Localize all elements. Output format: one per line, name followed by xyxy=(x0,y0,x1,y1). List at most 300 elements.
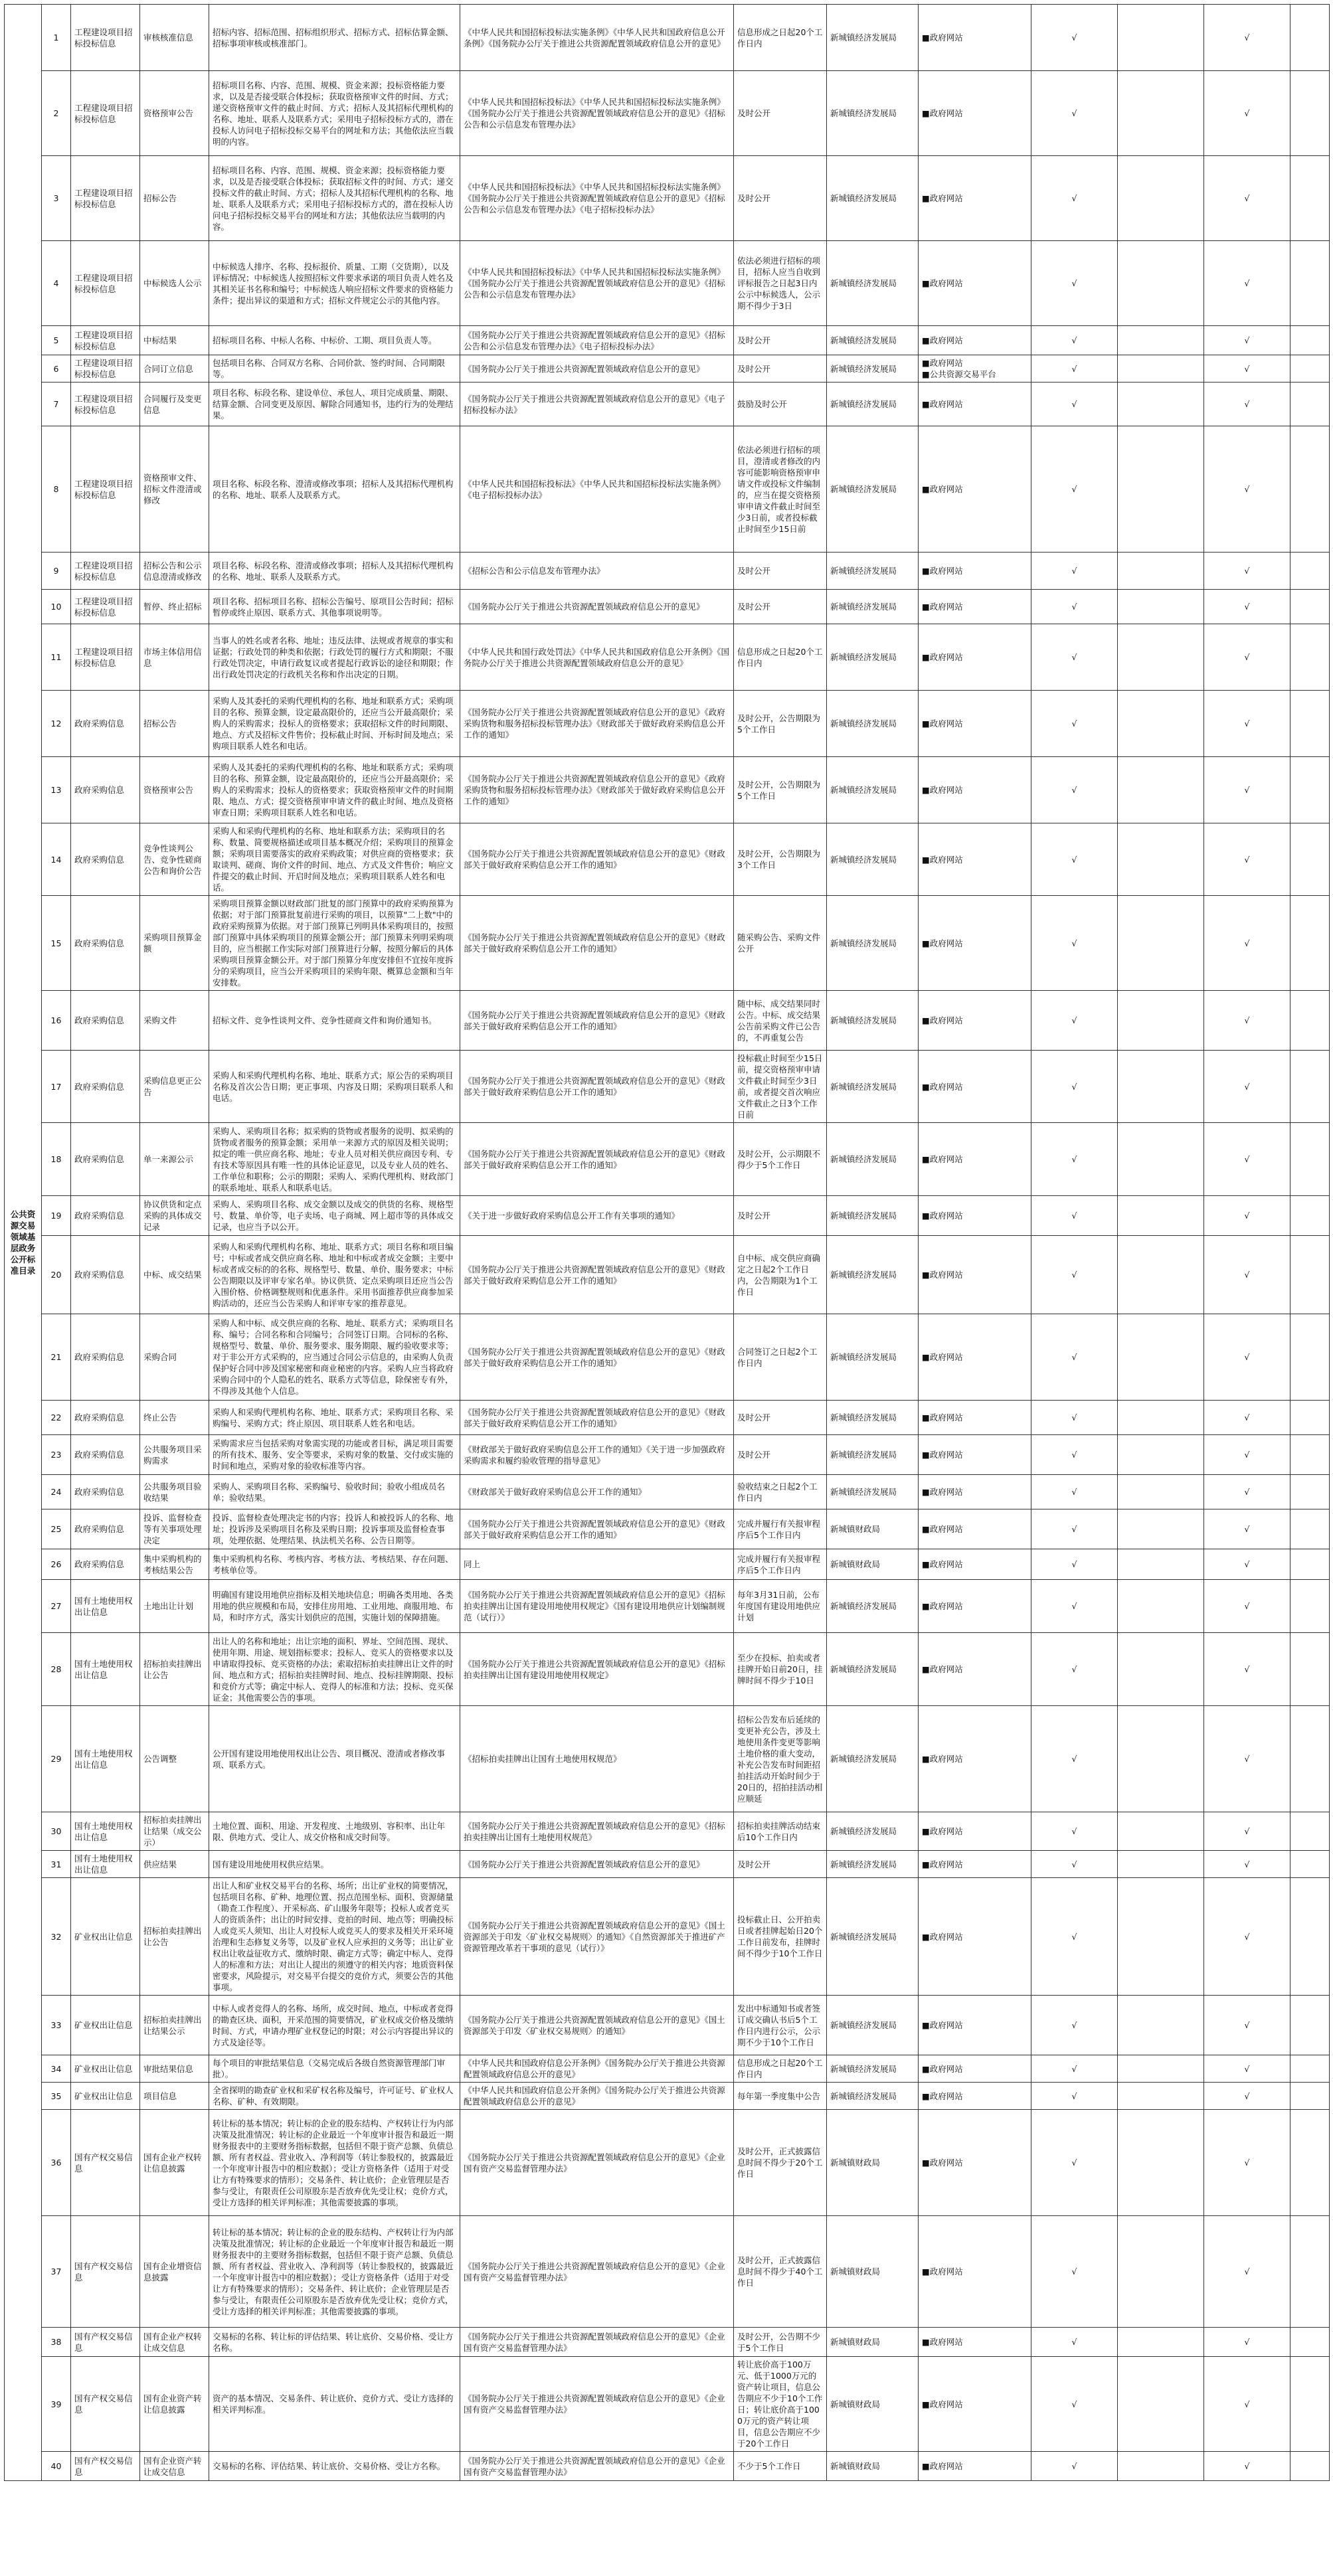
row-number: 24 xyxy=(42,1475,71,1509)
empty-cell xyxy=(1118,71,1204,156)
empty-cell xyxy=(1118,1706,1204,1812)
empty-cell xyxy=(1290,2216,1330,2328)
table-row xyxy=(5,624,1330,691)
check-mark: √ xyxy=(1031,1706,1118,1812)
basis-cell: 《国务院办公厅关于推进公共资源配置领域政府信息公开的意见》《企业国有资产交易监督管理办法》 xyxy=(460,2216,734,2328)
basis-cell: 《国务院办公厅关于推进公共资源配置领域政府信息公开的意见》《财政部关于做好政府采购信息公开工作的通知》 xyxy=(460,1236,734,1314)
item-cell: 资格预审文件、招标文件澄清或修改 xyxy=(140,426,209,553)
subject-cell: 新城镇财政局 xyxy=(827,2328,919,2357)
item-cell: 招标公告 xyxy=(140,691,209,757)
basis-cell: 《国务院办公厅关于推进公共资源配置领域政府信息公开的意见》《企业国有资产交易监督管理办法》 xyxy=(460,2452,734,2481)
subject-cell: 新城镇经济发展局 xyxy=(827,2055,919,2083)
subject-cell: 新城镇财政局 xyxy=(827,1509,919,1549)
empty-cell xyxy=(1290,2055,1330,2083)
channel-item: ■公共资源交易平台 xyxy=(922,369,996,379)
category-cell: 矿业权出让信息 xyxy=(71,2083,140,2110)
content-cell: 交易标的名称、评估结果、转让底价、交易价格、受让方名称。 xyxy=(209,2452,460,2481)
timing-cell: 发出中标通知书或者签订成交确认书后5个工作日内进行公示，公示期不少于10个工作日 xyxy=(734,1996,827,2055)
category-cell: 政府采购信息 xyxy=(71,1509,140,1549)
subject-cell: 新城镇经济发展局 xyxy=(827,553,919,590)
row-number: 16 xyxy=(42,991,71,1051)
item-cell: 中标、成交结果 xyxy=(140,1236,209,1314)
row-number: 13 xyxy=(42,757,71,823)
table-row xyxy=(5,1580,1330,1633)
channel-item: ■政府网站 xyxy=(922,2063,963,2074)
empty-cell xyxy=(1290,1509,1330,1549)
subject-cell: 新城镇财政局 xyxy=(827,2110,919,2216)
empty-cell xyxy=(1118,355,1204,383)
item-cell: 招标拍卖挂牌出让公告 xyxy=(140,1633,209,1706)
basis-cell: 《国务院办公厅关于推进公共资源配置领域政府信息公开的意见》《政府采购货物和服务招标投标管理办法》《财政部关于做好政府采购信息公开工作的通知》 xyxy=(460,757,734,823)
empty-cell xyxy=(1118,241,1204,326)
basis-cell: 《国务院办公厅关于推进公共资源配置领域政府信息公开的意见》《招标拍卖挂牌出让国有建设用地使用权规定》 xyxy=(460,1633,734,1706)
channel-cell xyxy=(919,2357,1031,2452)
item-cell: 投诉、监督检查等有关事项处理决定 xyxy=(140,1509,209,1549)
basis-cell: 《国务院办公厅关于推进公共资源配置领域政府信息公开的意见》《财政部关于做好政府采购信息公开工作的通知》 xyxy=(460,1051,734,1123)
channel-cell xyxy=(919,1549,1031,1580)
subject-cell: 新城镇经济发展局 xyxy=(827,1196,919,1236)
channel-item: ■政府网站 xyxy=(922,2399,963,2409)
empty-cell xyxy=(1290,2452,1330,2481)
channel-item: ■政府网站 xyxy=(922,1754,963,1764)
channel-cell xyxy=(919,326,1031,355)
content-cell: 中标候选人排序、名称、投标报价、质量、工期（交货期），以及评标情况；中标候选人按照招标文件要求承诺的项目负责人姓名及其相关证书名称和编号；中标候选人响应招标文件要求的资格能力条件；提出异议的渠道和方式；招标文件规定公示的其他内容。 xyxy=(209,241,460,326)
check-mark: √ xyxy=(1204,1851,1290,1878)
content-cell: 招标内容、招标范围、招标组织形式、招标方式、招标估算金额、招标事项审核或核准部门。 xyxy=(209,5,460,71)
item-cell: 审批结果信息 xyxy=(140,2055,209,2083)
table-row xyxy=(5,2216,1330,2328)
channel-cell xyxy=(919,553,1031,590)
empty-cell xyxy=(1290,426,1330,553)
check-mark: √ xyxy=(1031,2055,1118,2083)
channel-item: ■政府网站 xyxy=(922,2020,963,2030)
subject-cell: 新城镇财政局 xyxy=(827,1549,919,1580)
basis-cell: 《国务院办公厅关于推进公共资源配置领域政府信息公开的意见》《国土资源部关于印发〈矿业权交易规则〉的通知》《自然资源部关于推进矿产资源管理改革若干事项的意见（试行）》 xyxy=(460,1878,734,1996)
category-cell: 政府采购信息 xyxy=(71,1549,140,1580)
empty-cell xyxy=(1118,2328,1204,2357)
channel-cell xyxy=(919,624,1031,691)
check-mark: √ xyxy=(1031,156,1118,241)
subject-cell: 新城镇经济发展局 xyxy=(827,823,919,896)
basis-cell: 《国务院办公厅关于推进公共资源配置领域政府信息公开的意见》《企业国有资产交易监督管理办法》 xyxy=(460,2328,734,2357)
empty-cell xyxy=(1118,823,1204,896)
channel-item: ■政府网站 xyxy=(922,785,963,795)
subject-cell: 新城镇经济发展局 xyxy=(827,1706,919,1812)
channel-cell xyxy=(919,896,1031,991)
empty-cell xyxy=(1118,426,1204,553)
category-cell: 工程建设项目招标投标信息 xyxy=(71,590,140,624)
empty-cell xyxy=(1290,590,1330,624)
channel-item: ■政府网站 xyxy=(922,1664,963,1674)
empty-cell xyxy=(1290,1996,1330,2055)
channel-cell xyxy=(919,1475,1031,1509)
content-cell: 招标项目名称、内容、范围、规模、资金来源；投标资格能力要求，以及是否接受联合体投标；获取资格预审文件的时间、方式；递交资格预审文件的截止时间、方式；招标人及其招标代理机构的名称、地址、联系人及联系方式；采用电子招标投标方式的，潜在投标人访问电子招标投标交易平台的网址和方法；其他依法应当载明的内容。 xyxy=(209,71,460,156)
category-cell: 矿业权出让信息 xyxy=(71,1996,140,2055)
table-row xyxy=(5,1435,1330,1475)
subject-cell: 新城镇财政局 xyxy=(827,2357,919,2452)
empty-cell xyxy=(1290,1878,1330,1996)
category-cell: 工程建设项目招标投标信息 xyxy=(71,5,140,71)
table-row xyxy=(5,1812,1330,1851)
content-cell: 公开国有建设用地使用权出让公告、项目概况、澄清或者修改事项、联系方式。 xyxy=(209,1706,460,1812)
table-row xyxy=(5,991,1330,1051)
check-mark: √ xyxy=(1204,2328,1290,2357)
content-cell: 中标人或者竞得人的名称、场所，成交时间、地点，中标或者竞得的勘查区块、面积，开采范围的简要情况，矿业权成交价格及缴纳时间、方式，申请办理矿业权登记的时限；对公示内容提出异议的方式及途径等。 xyxy=(209,1996,460,2055)
check-mark: √ xyxy=(1031,624,1118,691)
empty-cell xyxy=(1118,1314,1204,1401)
empty-cell xyxy=(1118,2110,1204,2216)
timing-cell: 不少于5个工作日 xyxy=(734,2452,827,2481)
item-cell: 公共服务项目验收结果 xyxy=(140,1475,209,1509)
basis-cell: 《国务院办公厅关于推进公共资源配置领域政府信息公开的意见》《财政部关于做好政府采购信息公开工作的通知》 xyxy=(460,1314,734,1401)
empty-cell xyxy=(1118,1236,1204,1314)
basis-cell: 《中华人民共和国招标投标法》《中华人民共和国招标投标法实施条例》《国务院办公厅关于推进公共资源配置领域政府信息公开的意见》《招标公告和公示信息发布管理办法》 xyxy=(460,241,734,326)
basis-cell: 《国务院办公厅关于推进公共资源配置领域政府信息公开的意见》 xyxy=(460,1851,734,1878)
timing-cell: 投标截止日、公开拍卖日或者挂牌起始日20个工作日前发布，挂牌时间不得少于10个工作日 xyxy=(734,1878,827,1996)
channel-item: ■政府网站 xyxy=(922,399,963,409)
subject-cell: 新城镇经济发展局 xyxy=(827,2083,919,2110)
subject-cell: 新城镇经济发展局 xyxy=(827,1851,919,1878)
row-number: 25 xyxy=(42,1509,71,1549)
empty-cell xyxy=(1290,624,1330,691)
item-cell: 招标公告 xyxy=(140,156,209,241)
channel-cell xyxy=(919,1051,1031,1123)
item-cell: 招标公告和公示信息澄清或修改 xyxy=(140,553,209,590)
check-mark: √ xyxy=(1204,1435,1290,1475)
channel-cell xyxy=(919,2083,1031,2110)
row-number: 29 xyxy=(42,1706,71,1812)
table-row xyxy=(5,590,1330,624)
content-cell: 采购人及其委托的采购代理机构的名称、地址和联系方式；采购项目的名称、预算金额，设定最高限价的，还应当公开最高限价；采购人的采购需求；投标人的资格要求；获取招标文件的时间期限、地点、方式及招标文件售价；投标截止时间、开标时间及地点；采购项目联系人姓名和电话。 xyxy=(209,691,460,757)
row-number: 8 xyxy=(42,426,71,553)
timing-cell: 及时公开，公告期限为5个工作日 xyxy=(734,757,827,823)
empty-cell xyxy=(1118,2216,1204,2328)
item-cell: 暂停、终止招标 xyxy=(140,590,209,624)
row-number: 34 xyxy=(42,2055,71,2083)
row-number: 11 xyxy=(42,624,71,691)
check-mark: √ xyxy=(1031,383,1118,426)
channel-item: ■政府网站 xyxy=(922,1352,963,1362)
content-cell: 招标项目名称、中标人名称、中标价、工期、项目负责人等。 xyxy=(209,326,460,355)
content-cell: 出让人的名称和地址；出让宗地的面积、界址、空间范围、现状、使用年期、用途、规划指标要求；投标人、竞买人的资格要求以及申请取得投标、竞买资格的办法；索取招标拍卖挂牌出让文件的时间、地点和方式；招标拍卖挂牌时间、地点、投标挂牌期限、投标和竞价方式等；确定中标人、竞得人的标准和方法；投标、竞买保证金；其他需要公告的事项。 xyxy=(209,1633,460,1706)
basis-cell: 《财政部关于做好政府采购信息公开工作的通知》《关于进一步加强政府采购需求和履约验收管理的指导意见》 xyxy=(460,1435,734,1475)
check-mark: √ xyxy=(1204,426,1290,553)
check-mark: √ xyxy=(1031,691,1118,757)
subject-cell: 新城镇经济发展局 xyxy=(827,1878,919,1996)
category-cell: 政府采购信息 xyxy=(71,1475,140,1509)
category-cell: 政府采购信息 xyxy=(71,691,140,757)
check-mark: √ xyxy=(1031,1878,1118,1996)
content-cell: 采购项目预算金额以财政部门批复的部门预算中的政府采购预算为依据；对于部门预算批复前进行采购的项目，以预算"二上数"中的政府采购预算为依据。对于部门预算已列明具体采购项目的，按照部门预算中具体采购项目的预算金额公开；部门预算未列明采购项目的，应当根据工作实际对部门预算进行分解，按照分解后的具体采购项目预算金额公开。对于部门预算分年度安排但不宜按年度拆分的采购项目，应当公开采购项目的采购年限、概算总金额和当年安排数。 xyxy=(209,896,460,991)
subject-cell: 新城镇经济发展局 xyxy=(827,1580,919,1633)
channel-cell xyxy=(919,991,1031,1051)
channel-item: ■政府网站 xyxy=(922,33,963,43)
row-number: 26 xyxy=(42,1549,71,1580)
empty-cell xyxy=(1290,691,1330,757)
timing-cell: 随中标、成交结果同时公告。中标、成交结果公告前采购文件已公告的，不再重复公告 xyxy=(734,991,827,1051)
basis-cell: 《国务院办公厅关于推进公共资源配置领域政府信息公开的意见》《财政部关于做好政府采购信息公开工作的通知》 xyxy=(460,896,734,991)
check-mark: √ xyxy=(1204,1580,1290,1633)
category-cell: 政府采购信息 xyxy=(71,1435,140,1475)
row-number: 19 xyxy=(42,1196,71,1236)
content-cell: 采购人和中标、成交供应商的名称、地址、联系方式；采购项目名称、编号；合同名称和合同编号；合同签订日期。合同标的名称、规格型号、数量、单价、服务要求、服务期限、履约验收要求等；对于非公开方式采购的，应当通过合同公示信息的，由采购人负责保护好合同中涉及国家秘密和商业秘密的内容。采购人应当将政府采购合同中的个人隐私的姓名、联系方式等信息，除保密专有外，不得涉及其他个人信息。 xyxy=(209,1314,460,1401)
item-cell: 单一来源公示 xyxy=(140,1123,209,1196)
check-mark: √ xyxy=(1204,1401,1290,1435)
table-row xyxy=(5,156,1330,241)
basis-cell: 《国务院办公厅关于推进公共资源配置领域政府信息公开的意见》《财政部关于做好政府采购信息公开工作的通知》 xyxy=(460,1509,734,1549)
empty-cell xyxy=(1118,1851,1204,1878)
check-mark: √ xyxy=(1204,1878,1290,1996)
item-cell: 公告调整 xyxy=(140,1706,209,1812)
timing-cell: 鼓励及时公开 xyxy=(734,383,827,426)
check-mark: √ xyxy=(1204,590,1290,624)
timing-cell: 及时公开 xyxy=(734,590,827,624)
channel-cell xyxy=(919,1878,1031,1996)
check-mark: √ xyxy=(1031,5,1118,71)
item-cell: 审核核准信息 xyxy=(140,5,209,71)
check-mark: √ xyxy=(1204,2452,1290,2481)
basis-cell: 《国务院办公厅关于推进公共资源配置领域政府信息公开的意见》《企业国有资产交易监督管理办法》 xyxy=(460,2357,734,2452)
subject-cell: 新城镇经济发展局 xyxy=(827,1236,919,1314)
item-cell: 采购信息更正公告 xyxy=(140,1051,209,1123)
row-number: 6 xyxy=(42,355,71,383)
content-cell: 采购需求应当包括采购对象需实现的功能或者目标，满足项目需要的所有技术、服务、安全等要求，采购对象的数量、交付或实施的时间和地点，采购对象的验收标准等内容。 xyxy=(209,1435,460,1475)
empty-cell xyxy=(1118,1051,1204,1123)
table-row xyxy=(5,553,1330,590)
subject-cell: 新城镇经济发展局 xyxy=(827,1633,919,1706)
empty-cell xyxy=(1118,1549,1204,1580)
empty-cell xyxy=(1118,1123,1204,1196)
empty-cell xyxy=(1118,2357,1204,2452)
empty-cell xyxy=(1118,1633,1204,1706)
empty-cell xyxy=(1290,1236,1330,1314)
content-cell: 土地位置、面积、用途、开发程度、土地级别、容积率、出让年限、供地方式、受让人、成交价格和成交时间等。 xyxy=(209,1812,460,1851)
check-mark: √ xyxy=(1204,1812,1290,1851)
check-mark: √ xyxy=(1031,896,1118,991)
check-mark: √ xyxy=(1031,553,1118,590)
item-cell: 合同履行及变更信息 xyxy=(140,383,209,426)
content-cell: 项目名称、招标项目名称、招标公告编号、原项目公告时间；招标暂停或终止原因、联系方式、其他事项说明等。 xyxy=(209,590,460,624)
table-row xyxy=(5,2452,1330,2481)
category-cell: 工程建设项目招标投标信息 xyxy=(71,553,140,590)
basis-cell: 《国务院办公厅关于推进公共资源配置领域政府信息公开的意见》《国土资源部关于印发〈矿业权交易规则〉的通知》 xyxy=(460,1996,734,2055)
check-mark: √ xyxy=(1204,896,1290,991)
empty-cell xyxy=(1290,1851,1330,1878)
check-mark: √ xyxy=(1204,1509,1290,1549)
category-cell: 工程建设项目招标投标信息 xyxy=(71,326,140,355)
basis-cell: 《中华人民共和国招标投标法实施条例》《中华人民共和国政府信息公开条例》《国务院办公厅关于推进公共资源配置领域政府信息公开的意见》 xyxy=(460,5,734,71)
subject-cell: 新城镇经济发展局 xyxy=(827,1401,919,1435)
category-cell: 国有土地使用权出让信息 xyxy=(71,1633,140,1706)
subject-cell: 新城镇经济发展局 xyxy=(827,757,919,823)
item-cell: 中标结果 xyxy=(140,326,209,355)
timing-cell: 招标拍卖挂牌活动结束后10个工作日内 xyxy=(734,1812,827,1851)
channel-cell xyxy=(919,383,1031,426)
empty-cell xyxy=(1118,896,1204,991)
check-mark: √ xyxy=(1031,355,1118,383)
timing-cell: 及时公开，正式披露信息时间不得少于20个工作日 xyxy=(734,2110,827,2216)
row-number: 20 xyxy=(42,1236,71,1314)
empty-cell xyxy=(1290,757,1330,823)
table-row xyxy=(5,2055,1330,2083)
content-cell: 转让标的基本情况；转让标的企业的股东结构、产权转让行为内部决策及批准情况；转让标的企业最近一个年度审计报告和最近一期财务报表中的主要财务指标数据，包括但不限于资产总额、负债总额、所有者权益、营业收入、净利润等（转让参股权的，披露最近一个年度审计报告中的相应数据）；受让方资格条件（适用于对受让方有特殊要求的情形）；交易条件、转让底价；企业管理层是否参与受让，有限责任公司原股东是否放弃优先受让权；竞价方式，受让方选择的相关评判标准；其他需要披露的事项。 xyxy=(209,2216,460,2328)
check-mark: √ xyxy=(1204,991,1290,1051)
timing-cell: 及时公开 xyxy=(734,1196,827,1236)
category-cell: 国有土地使用权出让信息 xyxy=(71,1706,140,1812)
content-cell: 招标文件、竞争性谈判文件、竞争性磋商文件和询价通知书。 xyxy=(209,991,460,1051)
timing-cell: 及时公开 xyxy=(734,1851,827,1878)
check-mark: √ xyxy=(1204,553,1290,590)
channel-item: ■政府网站 xyxy=(922,1559,963,1569)
channel-cell xyxy=(919,71,1031,156)
table-row xyxy=(5,1123,1330,1196)
empty-cell xyxy=(1118,757,1204,823)
timing-cell: 转让底价高于100万元、低于1000万元的资产转让项目，信息公告期应不少于10个工作日；转让底价高于1000万元的资产转让项目，信息公告期应不少于20个工作日 xyxy=(734,2357,827,2452)
content-cell: 项目名称、标段名称、建设单位、承包人、项目完成质量、期限、结算金额、合同变更及原因、解除合同通知书，违约行为的处理结果。 xyxy=(209,383,460,426)
row-number: 40 xyxy=(42,2452,71,2481)
channel-item: ■政府网站 xyxy=(922,1859,963,1869)
check-mark: √ xyxy=(1031,1401,1118,1435)
channel-item: ■政府网站 xyxy=(922,335,963,345)
timing-cell: 及时公开 xyxy=(734,1401,827,1435)
category-cell: 国有土地使用权出让信息 xyxy=(71,1580,140,1633)
timing-cell: 信息形成之日起20个工作日内 xyxy=(734,2055,827,2083)
check-mark: √ xyxy=(1031,1475,1118,1509)
timing-cell: 完成并履行有关报审程序后5个工作日内 xyxy=(734,1549,827,1580)
channel-item: ■政府网站 xyxy=(922,1413,963,1422)
empty-cell xyxy=(1118,1878,1204,1996)
table-row xyxy=(5,1196,1330,1236)
channel-cell xyxy=(919,823,1031,896)
row-number: 35 xyxy=(42,2083,71,2110)
timing-cell: 及时公开，公告期不少于5个工作日 xyxy=(734,2328,827,2357)
basis-cell: 《国务院办公厅关于推进公共资源配置领域政府信息公开的意见》《政府采购货物和服务招标投标管理办法》《财政部关于做好政府采购信息公开工作的通知》 xyxy=(460,691,734,757)
item-cell: 国有企业产权转让信息披露 xyxy=(140,2110,209,2216)
basis-cell: 《中华人民共和国政府信息公开条例》《国务院办公厅关于推进公共资源配置领域政府信息公开的意见》 xyxy=(460,2055,734,2083)
basis-cell: 《国务院办公厅关于推进公共资源配置领域政府信息公开的意见》《财政部关于做好政府采购信息公开工作的通知》 xyxy=(460,823,734,896)
subject-cell: 新城镇财政局 xyxy=(827,2216,919,2328)
row-number: 17 xyxy=(42,1051,71,1123)
content-cell: 资产的基本情况、交易条件、转让底价、竞价方式、受让方选择的相关评判标准。 xyxy=(209,2357,460,2452)
channel-cell xyxy=(919,426,1031,553)
channel-item: ■政府网站 xyxy=(922,484,963,494)
check-mark: √ xyxy=(1031,2328,1118,2357)
check-mark: √ xyxy=(1204,1314,1290,1401)
content-cell: 包括项目名称、合同双方名称、合同价款、签约时间、合同期限等。 xyxy=(209,355,460,383)
empty-cell xyxy=(1118,691,1204,757)
content-cell: 采购人、采购项目名称、采购编号、验收时间；验收小组成员名单；验收结果。 xyxy=(209,1475,460,1509)
category-cell: 国有产权交易信息 xyxy=(71,2357,140,2452)
empty-cell xyxy=(1118,1196,1204,1236)
empty-cell xyxy=(1290,71,1330,156)
empty-cell xyxy=(1118,624,1204,691)
basis-cell: 《国务院办公厅关于推进公共资源配置领域政府信息公开的意见》《财政部关于做好政府采购信息公开工作的通知》 xyxy=(460,1401,734,1435)
empty-cell xyxy=(1118,156,1204,241)
row-number: 39 xyxy=(42,2357,71,2452)
category-cell: 政府采购信息 xyxy=(71,1401,140,1435)
empty-cell xyxy=(1118,326,1204,355)
item-cell: 项目信息 xyxy=(140,2083,209,2110)
timing-cell: 完成并履行有关报审程序后5个工作日内 xyxy=(734,1509,827,1549)
channel-item: ■政府网站 xyxy=(922,938,963,948)
empty-cell xyxy=(1118,991,1204,1051)
table-row xyxy=(5,896,1330,991)
channel-cell xyxy=(919,1314,1031,1401)
channel-cell xyxy=(919,1580,1031,1633)
item-cell: 国有企业产权转让成交信息 xyxy=(140,2328,209,2357)
check-mark: √ xyxy=(1031,1812,1118,1851)
content-cell: 交易标的名称、转让标的评估结果、转让底价、交易价格、受让方名称。 xyxy=(209,2328,460,2357)
row-number: 22 xyxy=(42,1401,71,1435)
category-cell: 国有土地使用权出让信息 xyxy=(71,1851,140,1878)
table-row xyxy=(5,5,1330,71)
check-mark: √ xyxy=(1204,326,1290,355)
category-cell: 政府采购信息 xyxy=(71,1196,140,1236)
category-cell: 国有产权交易信息 xyxy=(71,2110,140,2216)
channel-item: ■政府网站 xyxy=(922,2158,963,2168)
table-row xyxy=(5,426,1330,553)
check-mark: √ xyxy=(1204,1236,1290,1314)
check-mark: √ xyxy=(1204,1475,1290,1509)
row-number: 33 xyxy=(42,1996,71,2055)
row-number: 1 xyxy=(42,5,71,71)
subject-cell: 新城镇经济发展局 xyxy=(827,1435,919,1475)
empty-cell xyxy=(1290,241,1330,326)
table-row xyxy=(5,1996,1330,2055)
channel-cell xyxy=(919,241,1031,326)
channel-item: ■政府网站 xyxy=(922,1154,963,1164)
row-number: 10 xyxy=(42,590,71,624)
row-number: 32 xyxy=(42,1878,71,1996)
subject-cell: 新城镇财政局 xyxy=(827,2452,919,2481)
empty-cell xyxy=(1290,2110,1330,2216)
check-mark: √ xyxy=(1031,1851,1118,1878)
table-row xyxy=(5,71,1330,156)
content-cell: 采购人、采购项目名称；拟采购的货物或者服务的说明、拟采购的货物或者服务的预算金额；采用单一来源方式的原因及相关说明；拟定的唯一供应商名称、地址；专业人员对相关供应商因专利、专有技术等原因具有唯一性的具体论证意见，以及专业人员的姓名、工作单位和职称；公示的期限；采购人、采购代理机构、财政部门的联系地址、联系人和联系电话。 xyxy=(209,1123,460,1196)
category-cell: 工程建设项目招标投标信息 xyxy=(71,624,140,691)
category-cell: 政府采购信息 xyxy=(71,896,140,991)
basis-cell: 《国务院办公厅关于推进公共资源配置领域政府信息公开的意见》《财政部关于做好政府采购信息公开工作的通知》 xyxy=(460,1123,734,1196)
channel-item: ■政府网站 xyxy=(922,652,963,662)
empty-cell xyxy=(1290,2083,1330,2110)
table-row xyxy=(5,2328,1330,2357)
check-mark: √ xyxy=(1031,241,1118,326)
timing-cell: 依法必须进行招标的项目，澄清或者修改的内容可能影响资格预审申请文件或投标文件编制的，应当在提交资格预审申请文件截止时间至少3日前，或者投标截止时间至少15日前 xyxy=(734,426,827,553)
row-number: 23 xyxy=(42,1435,71,1475)
subject-cell: 新城镇经济发展局 xyxy=(827,156,919,241)
content-cell: 采购人和采购代理机构名称、地址、联系方式；项目名称和项目编号；中标或者成交供应商名称、地址和中标或者成交金额；主要中标或者成交标的的名称、规格型号、数量、单价、服务要求；中标公告期限以及评审专家名单。协议供货、定点采购项目还应当公告入围价格、价格调整规则和优惠条件。采用书面推荐供应商参加采购活动的，还应当公告采购人和评审专家的推荐意见。 xyxy=(209,1236,460,1314)
subject-cell: 新城镇经济发展局 xyxy=(827,1314,919,1401)
basis-cell: 《中华人民共和国招标投标法》《中华人民共和国招标投标法实施条例》《国务院办公厅关于推进公共资源配置领域政府信息公开的意见》《招标公告和公示信息发布管理办法》 xyxy=(460,71,734,156)
category-cell: 国有产权交易信息 xyxy=(71,2452,140,2481)
check-mark: √ xyxy=(1204,2055,1290,2083)
check-mark: √ xyxy=(1204,757,1290,823)
empty-cell xyxy=(1290,1812,1330,1851)
channel-item: ■政府网站 xyxy=(922,1601,963,1611)
check-mark: √ xyxy=(1204,1196,1290,1236)
channel-item: ■政府网站 xyxy=(922,278,963,288)
basis-cell: 《国务院办公厅关于推进公共资源配置领域政府信息公开的意见》《招标公告和公示信息发布管理办法》《电子招标投标办法》 xyxy=(460,326,734,355)
basis-cell: 《招标公告和公示信息发布管理办法》 xyxy=(460,553,734,590)
empty-cell xyxy=(1290,383,1330,426)
empty-cell xyxy=(1290,1706,1330,1812)
channel-item: ■政府网站 xyxy=(922,719,963,729)
content-cell: 项目名称、标段名称、澄清或修改事项；招标人及其招标代理机构的名称、地址、联系人及联系方式。 xyxy=(209,426,460,553)
channel-cell xyxy=(919,691,1031,757)
content-cell: 国有建设用地使用权供应结果。 xyxy=(209,1851,460,1878)
row-number: 9 xyxy=(42,553,71,590)
check-mark: √ xyxy=(1204,71,1290,156)
